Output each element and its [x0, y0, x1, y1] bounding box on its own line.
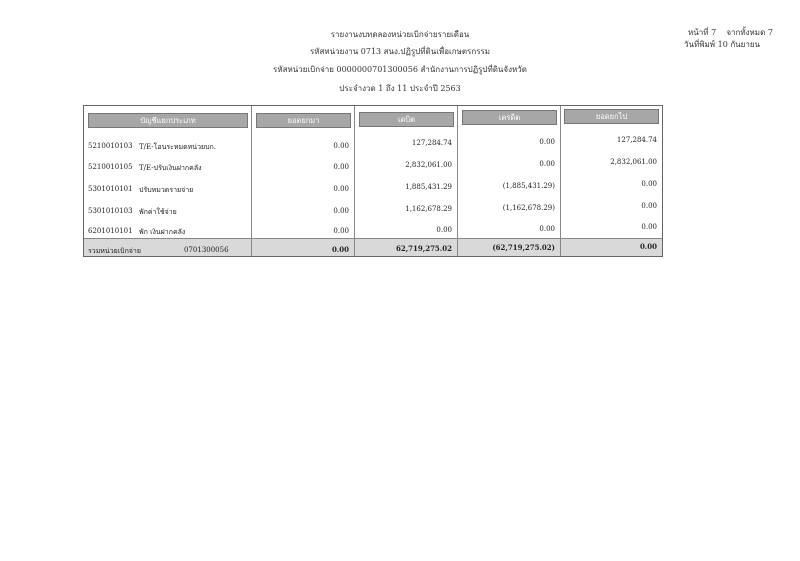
- carried-forward-value: 0.00: [641, 180, 657, 188]
- total-credit: (62,719,275.02): [492, 243, 555, 252]
- print-date-value: 10 กันยายน: [717, 40, 760, 49]
- col-divider: [251, 106, 252, 256]
- agency-line: รหัสหน่วยงาน 0713 สนง.ปฏิรูปที่ดินเพื่อเกษตรกรรม: [309, 47, 491, 56]
- period-line: ประจำงวด 1 ถึง 11 ประจำปี 2563: [339, 84, 461, 93]
- page-number: 7: [711, 28, 717, 37]
- total-debit: 62,719,275.02: [395, 244, 452, 253]
- carried-forward-value: 0.00: [641, 223, 657, 231]
- total-unit-code: 0701300056: [184, 246, 229, 254]
- header-carried-forward: ยอดยกไป: [564, 109, 659, 124]
- credit-value: 0.00: [539, 160, 555, 168]
- brought-forward-value: 0.00: [333, 207, 349, 215]
- col-divider: [560, 106, 561, 256]
- credit-value: (1,162,678.29): [502, 204, 555, 212]
- debit-value: 0.00: [436, 226, 452, 234]
- carried-forward-value: 2,832,061.00: [610, 158, 657, 166]
- total-label: จากทั้งหมด: [726, 28, 766, 37]
- trial-balance-table: [83, 105, 663, 257]
- print-date: [684, 38, 760, 51]
- brought-forward-value: 0.00: [333, 185, 349, 193]
- account-code: 6201010101: [88, 227, 133, 235]
- total-carried-forward: 0.00: [639, 242, 657, 251]
- col-divider: [457, 106, 458, 256]
- page-label: หน้าที่: [688, 28, 709, 37]
- col-divider: [354, 106, 355, 256]
- header-brought-forward: ยอดยกมา: [256, 113, 351, 128]
- credit-value: 0.00: [539, 225, 555, 233]
- debit-value: 2,832,061.00: [405, 161, 452, 169]
- account-name: พัก เงินฝากคลัง: [139, 228, 186, 236]
- account-name: พักค่าใช้จ่าย: [139, 208, 177, 216]
- brought-forward-value: 0.00: [333, 142, 349, 150]
- header-debit: เดบิต: [359, 112, 454, 127]
- account-name: T/E-โอนระหมดหน่วยบก.: [139, 143, 217, 151]
- account-code: 5301010101: [88, 185, 133, 193]
- carried-forward-value: 0.00: [641, 202, 657, 210]
- total-pages: 7: [767, 28, 773, 37]
- disbursement-unit-line: รหัสหน่วยเบิกจ่าย 0000000701300056 สำนักงานการปฏิรูปที่ดินจังหวัด: [273, 65, 527, 74]
- debit-value: 127,284.74: [411, 139, 452, 147]
- account-name: T/E-ปรับเงินฝากคลัง: [139, 164, 202, 172]
- account-code: 5210010105: [88, 163, 133, 171]
- carried-forward-value: 127,284.74: [616, 136, 657, 144]
- account-code: 5301010103: [88, 207, 133, 215]
- header-credit: เครดิต: [462, 110, 557, 125]
- total-label: รวมหน่วยเบิกจ่าย: [88, 247, 141, 255]
- account-name: ปรับหมวดรายจ่าย: [139, 186, 194, 194]
- debit-value: 1,885,431.29: [405, 183, 452, 191]
- print-date-label: วันที่พิมพ์: [684, 40, 716, 49]
- brought-forward-value: 0.00: [333, 163, 349, 171]
- brought-forward-value: 0.00: [333, 227, 349, 235]
- credit-value: 0.00: [539, 138, 555, 146]
- total-brought-forward: 0.00: [331, 245, 349, 254]
- debit-value: 1,162,678.29: [405, 205, 452, 213]
- total-divider: [84, 238, 662, 239]
- report-title: รายงานงบทดลองหน่วยเบิกจ่ายรายเดือน: [330, 30, 470, 39]
- header-account: บัญชีแยกประเภท: [88, 113, 248, 128]
- credit-value: (1,885,431.29): [502, 182, 555, 190]
- account-code: 5210010103: [88, 142, 133, 150]
